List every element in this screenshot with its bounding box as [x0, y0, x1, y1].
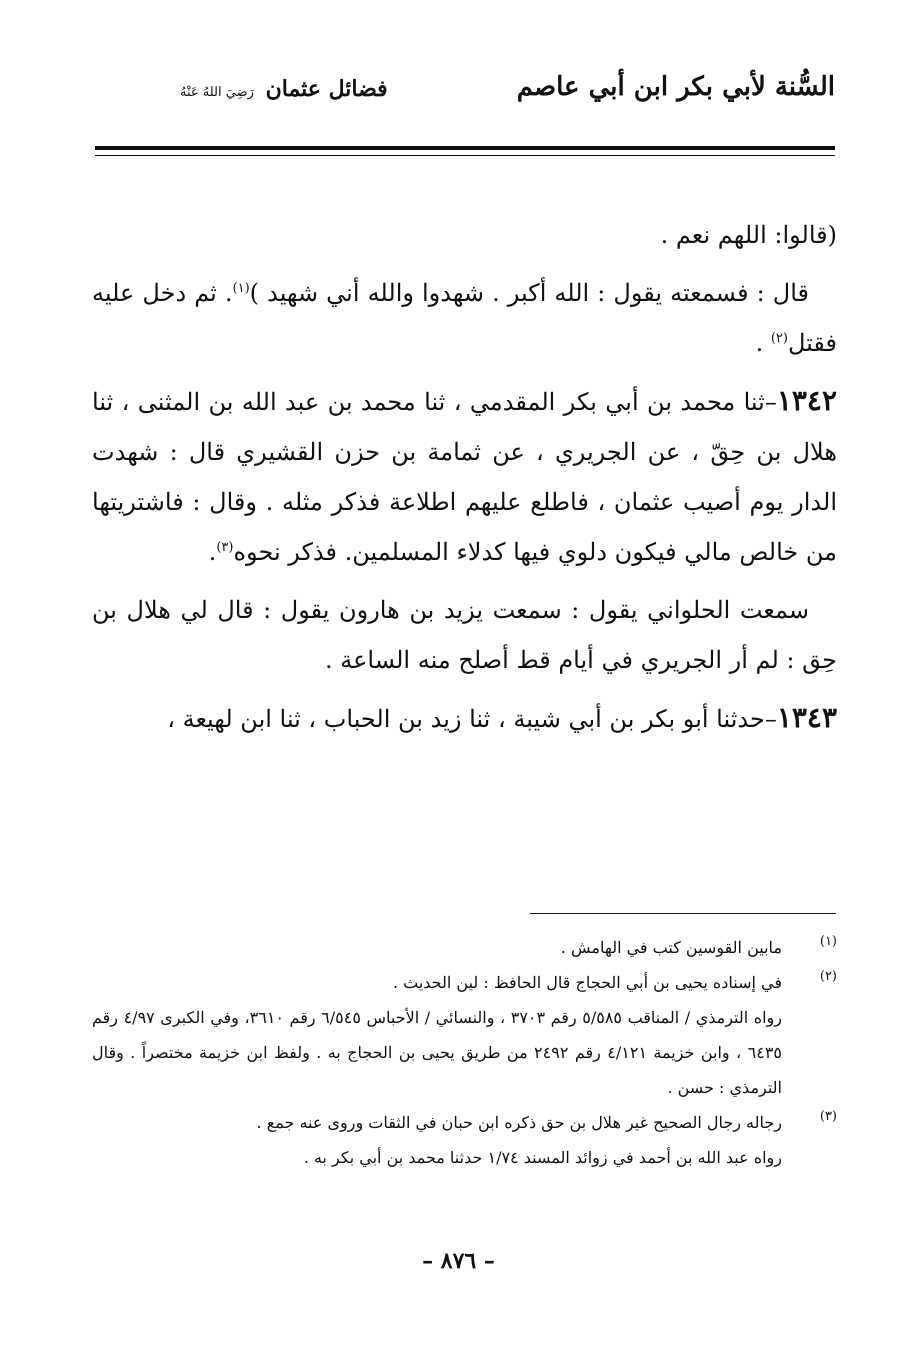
paragraph	[92, 210, 837, 260]
paragraph-text: . ثم دخل عليه فقتل	[92, 279, 837, 357]
chapter-title-text: فضائل عثمان	[265, 76, 388, 102]
header-rule-thin	[95, 155, 835, 156]
footnote-number: (٢)	[819, 969, 837, 984]
hadith-text-end: .	[208, 538, 217, 566]
footnote-line: مابين القوسين كتب في الهامش .	[560, 938, 782, 957]
main-text	[92, 210, 837, 752]
footnote-ref: (٢)	[770, 331, 788, 346]
footnote-ref: (٣)	[216, 540, 234, 555]
paragraph	[92, 585, 837, 685]
hadith-1342	[92, 376, 837, 577]
page-number: – ٨٧٦ –	[422, 1248, 495, 1274]
paragraph	[92, 268, 837, 368]
page-header	[95, 72, 835, 112]
paragraph-text: سمعت الحلواني يقول : سمعت يزيد بن هارون يقول : قال لي هلال بن حِق : لم أر الجريري في أيام قط أصلح منه الساعة .	[92, 596, 837, 674]
hadith-text: –حدثنا أبو بكر بن أبي شيبة ، ثنا زيد بن الحباب ، ثنا ابن لهيعة ،	[167, 705, 777, 733]
footnote-ref: (١)	[232, 281, 250, 296]
footnote-line: رواه عبد الله بن أحمد في زوائد المسند ١/٧٤ حدثنا محمد بن أبي بكر به .	[303, 1148, 782, 1167]
footnote	[92, 930, 837, 965]
hadith-number: ١٣٤٣	[776, 701, 837, 734]
honorific: رَضِيَ اللهُ عَنْهُ	[180, 85, 254, 100]
footnote	[92, 965, 837, 1105]
footnotes	[92, 930, 837, 1175]
footnote-number: (٣)	[819, 1109, 837, 1124]
chapter-title	[180, 76, 388, 102]
paragraph-text: (قالوا: اللهم نعم .	[660, 221, 837, 249]
footnote	[92, 1105, 837, 1175]
hadith-text: –ثنا محمد بن أبي بكر المقدمي ، ثنا محمد بن عبد الله بن المثنى ، ثنا هلال بن حِقّ ، عن الجريري ، عن ثمامة بن حزن القشيري قال : شهدت الدار يوم أصيب عثمان ، فاطلع عليهم اطلاعة فذكر مثله . وقال : فاشتريتها من خالص مالي فيكون دلوي فيها كدلاء المسلمين. فذكر نحوه	[92, 388, 837, 566]
hadith-number: ١٣٤٢	[776, 384, 837, 417]
book-title: السُّنة لأبي بكر ابن أبي عاصم	[516, 72, 835, 102]
header-rule-thick	[95, 146, 835, 150]
paragraph-text: .	[755, 329, 771, 357]
hadith-1343	[92, 693, 837, 744]
paragraph-text: قال : فسمعته يقول : الله أكبر . شهدوا والله أني شهيد )	[249, 279, 809, 307]
footnote-line: رجاله رجال الصحيح غير هلال بن حق ذكره ابن حبان في الثقات وروى عنه جمع .	[256, 1113, 782, 1132]
footnote-line: في إسناده يحيى بن أبي الحجاج قال الحافظ : لين الحديث .	[392, 973, 782, 992]
footnote-rule	[530, 913, 836, 914]
footnote-line: رواه الترمذي / المناقب ٥/٥٨٥ رقم ٣٧٠٣ ، والنسائي / الأحباس ٦/٥٤٥ رقم ٣٦١٠، وفي الكبرى ٤/٩٧ رقم ٦٤٣٥ ، وابن خزيمة ٤/١٢١ رقم ٢٤٩٢ من طريق يحيى بن الحجاج به . ولفظ ابن خزيمة مختصراً . وقال الترمذي : حسن .	[92, 1008, 783, 1097]
footnote-number: (١)	[819, 934, 837, 949]
